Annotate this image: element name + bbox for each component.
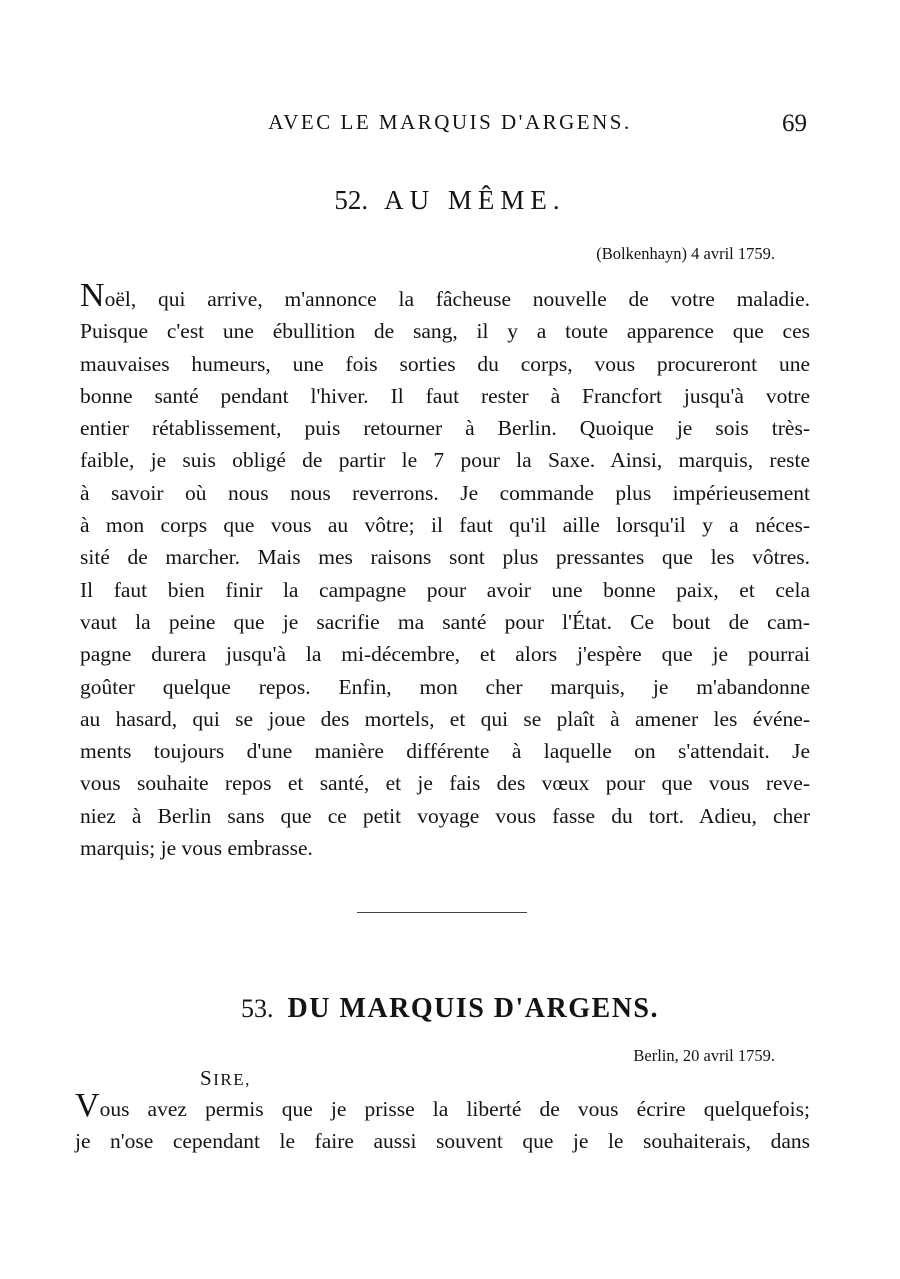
text-line: pagne durera jusqu'à la mi-décembre, et alors j'espère que je pourrai <box>80 642 810 667</box>
text-line: marquis; je vous embrasse. <box>80 836 313 861</box>
running-title: AVEC LE MARQUIS D'ARGENS. <box>268 110 632 134</box>
drop-cap: N <box>80 277 105 314</box>
page-number: 69 <box>782 110 807 137</box>
text-line: à savoir où nous nous reverrons. Je commande plus impérieusement <box>80 480 810 505</box>
letter-53-number: 53. <box>241 994 274 1023</box>
letter-52-number: 52. <box>334 185 369 215</box>
text-line: je n'ose cependant le faire aussi souvent que je le souhaiterais, dans <box>75 1129 810 1154</box>
text-line: à mon corps que vous au vôtre; il faut qu'il aille lorsqu'il y a néces- <box>80 513 810 538</box>
text-line: faible, je suis obligé de partir le 7 pour la Saxe. Ainsi, marquis, reste <box>80 448 810 473</box>
text-line: vaut la peine que je sacrifie ma santé pour l'État. Ce bout de cam- <box>80 609 810 634</box>
text-line: entier rétablissement, puis retourner à Berlin. Quoique je sois très- <box>80 416 810 441</box>
text-line: Il faut bien finir la campagne pour avoir une bonne paix, et cela <box>80 577 810 602</box>
letter-52-title: AU MÊME. <box>384 185 566 215</box>
letter-53-title: DU MARQUIS D'ARGENS. <box>287 993 659 1024</box>
text-line: goûter quelque repos. Enfin, mon cher marquis, je m'abandonne <box>80 674 810 699</box>
text-line: sité de marcher. Mais mes raisons sont plus pressantes que les vôtres. <box>80 545 810 570</box>
text-line: Vous avez permis que je prisse la liberté de vous écrire quelquefois; <box>75 1087 810 1124</box>
running-head <box>0 110 900 140</box>
text-line: Noël, qui arrive, m'annonce la fâcheuse nouvelle de votre maladie. <box>80 277 810 314</box>
letter-53-body <box>75 1087 810 1158</box>
section-divider <box>357 912 527 913</box>
salutation: SIRE, <box>200 1066 251 1090</box>
text-line: ments toujours d'une manière différente à laquelle on s'attendait. Je <box>80 739 810 764</box>
text-line: au hasard, qui se joue des mortels, et qui se plaît à amener les événe- <box>80 706 810 731</box>
letter-52-body <box>80 277 810 864</box>
letter-52-heading <box>0 185 900 216</box>
letter-53-heading <box>0 993 900 1025</box>
text-line: vous souhaite repos et santé, et je fais des vœux pour que vous reve- <box>80 771 810 796</box>
letter-53-dateline: Berlin, 20 avril 1759. <box>633 1046 775 1065</box>
letter-52-dateline: (Bolkenhayn) 4 avril 1759. <box>596 244 775 263</box>
text-line: mauvaises humeurs, une fois sorties du corps, vous procureront une <box>80 351 810 376</box>
text-line: Puisque c'est une ébullition de sang, il y a toute apparence que ces <box>80 319 810 344</box>
text-line: niez à Berlin sans que ce petit voyage vous fasse du tort. Adieu, cher <box>80 803 810 828</box>
text-line: bonne santé pendant l'hiver. Il faut rester à Francfort jusqu'à votre <box>80 383 810 408</box>
drop-cap: V <box>75 1087 100 1124</box>
